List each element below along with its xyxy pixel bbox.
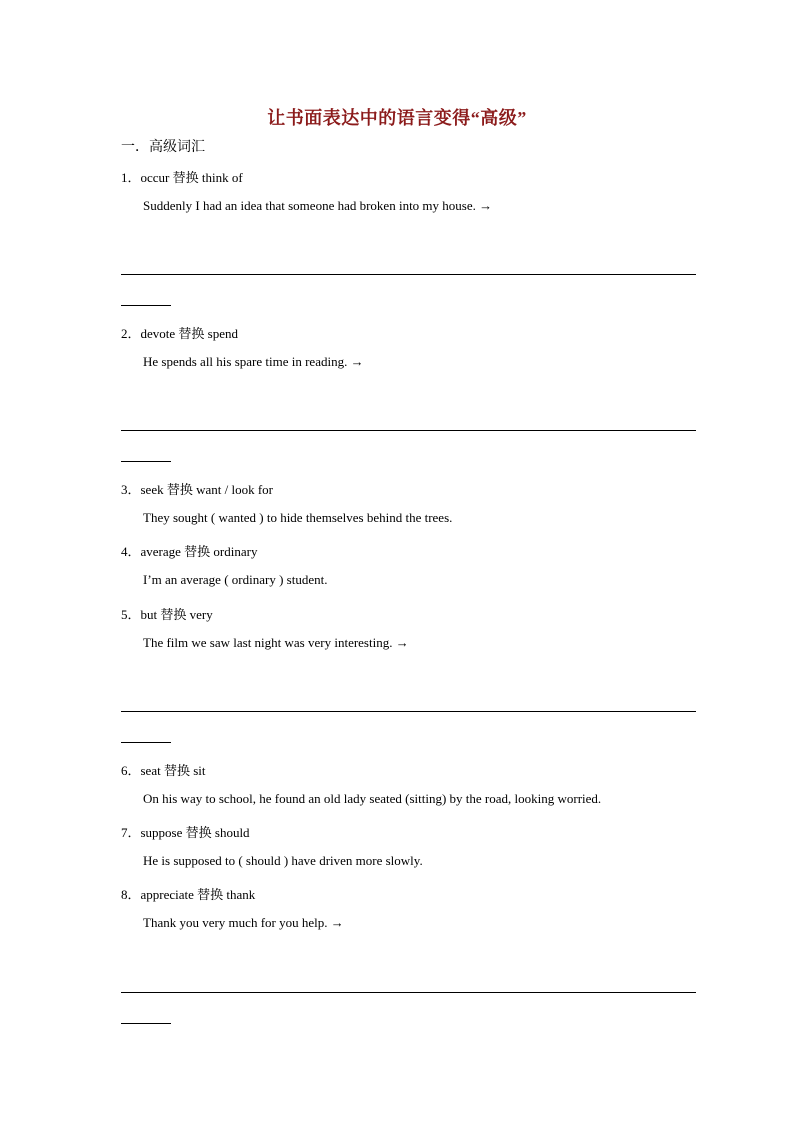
answer-line	[121, 430, 696, 431]
page-title: 让书面表达中的语言变得“高级”	[267, 108, 527, 128]
example-sentence: I’m an average ( ordinary ) student.	[143, 572, 328, 587]
answer-line	[121, 711, 696, 712]
answer-line-continuation	[121, 742, 171, 743]
answer-line	[121, 274, 696, 275]
vocab-item-heading: 5．but 替换 very	[121, 607, 213, 622]
example-sentence: Thank you very much for you help. →	[143, 915, 344, 930]
answer-line-continuation	[121, 305, 171, 306]
example-sentence: The film we saw last night was very interesting. →	[143, 635, 409, 650]
example-sentence: He spends all his spare time in reading. →	[143, 354, 364, 369]
answer-line-continuation	[121, 461, 171, 462]
vocab-item-heading: 8．appreciate 替换 thank	[121, 887, 256, 902]
example-sentence: Suddenly I had an idea that someone had broken into my house. →	[143, 198, 493, 213]
section-heading: 一．高级词汇	[121, 140, 205, 155]
vocab-item-heading: 2．devote 替换 spend	[121, 326, 238, 341]
example-sentence: He is supposed to ( should ) have driven more slowly.	[143, 853, 423, 868]
answer-line	[121, 992, 696, 993]
vocab-item-heading: 7．suppose 替换 should	[121, 825, 250, 840]
vocab-item-heading: 3．seek 替换 want / look for	[121, 482, 274, 497]
example-sentence: On his way to school, he found an old lady seated (sitting) by the road, looking worried.	[143, 791, 602, 806]
vocab-item-heading: 6．seat 替换 sit	[121, 763, 206, 778]
vocab-item-heading: 1．occur 替换 think of	[121, 170, 243, 185]
example-sentence: They sought ( wanted ) to hide themselves behind the trees.	[143, 510, 453, 525]
answer-line-continuation	[121, 1023, 171, 1024]
vocab-item-heading: 4．average 替换 ordinary	[121, 544, 258, 559]
